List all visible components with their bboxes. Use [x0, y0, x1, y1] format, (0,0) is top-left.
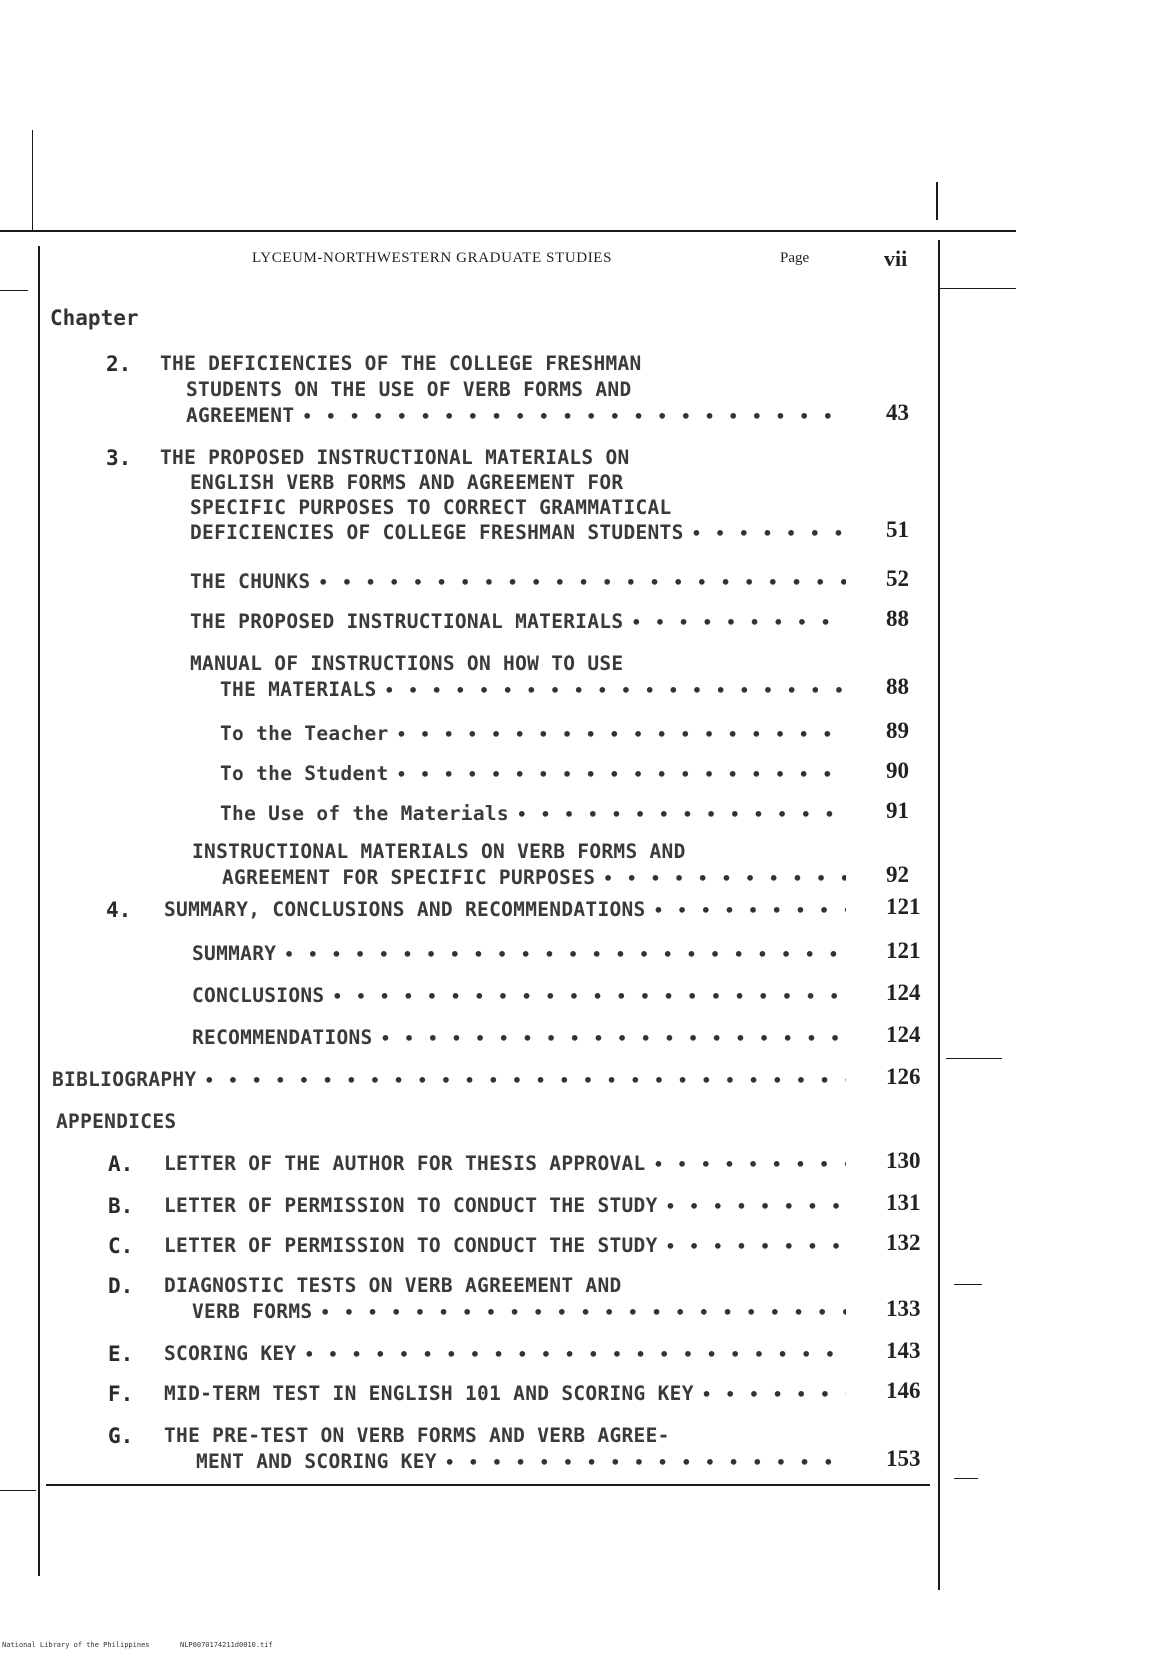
frame-rule-right — [938, 240, 940, 1590]
dot-leader — [320, 1301, 846, 1325]
dot-leader — [666, 1235, 846, 1259]
toc-entry-number: D. — [108, 1274, 134, 1298]
toc-entry-page: 130 — [886, 1148, 921, 1173]
toc-entry-page: 131 — [886, 1190, 921, 1215]
toc-entry-page: 121 — [886, 938, 921, 963]
dot-leader — [332, 985, 846, 1009]
toc-entry-page: 88 — [886, 674, 909, 699]
toc-entry-number: 2. — [106, 352, 132, 376]
dot-leader — [654, 899, 846, 923]
toc-entry-title-line: LETTER OF PERMISSION TO CONDUCT THE STUDY • • • — [164, 1234, 846, 1259]
toc-entry-title-line: APPENDICES — [56, 1110, 177, 1133]
toc-entry-title-line: CONCLUSIONS • • • — [192, 984, 846, 1009]
toc-entry-page: 51 — [886, 517, 909, 542]
toc-entry-page: 92 — [886, 862, 909, 887]
toc-entry-page: 121 — [886, 894, 921, 919]
toc-entry-page: 124 — [886, 1022, 921, 1047]
frame-rule-header-right — [940, 288, 1016, 289]
toc-entry-number: E. — [108, 1342, 134, 1366]
toc-entry-number: 4. — [106, 898, 132, 922]
toc-entry-title-line: To the Student • • • — [220, 762, 846, 787]
toc-entry-number: 3. — [106, 446, 132, 470]
frame-rule-left — [38, 246, 40, 1576]
toc-entry-title-line: VERB FORMS • • • — [192, 1300, 846, 1325]
toc-entry-page: 88 — [886, 606, 909, 631]
toc-entry-title-line: RECOMMENDATIONS • • • — [192, 1026, 846, 1051]
toc-entry-title-line: To the Teacher • • • — [220, 722, 846, 747]
dot-leader — [302, 405, 846, 429]
toc-entry-title-line: THE PROPOSED INSTRUCTIONAL MATERIALS ON — [160, 446, 630, 469]
toc-entry-page: 124 — [886, 980, 921, 1005]
dot-leader — [385, 679, 846, 703]
toc-entry-title-line: LETTER OF PERMISSION TO CONDUCT THE STUDY • • • — [164, 1194, 846, 1219]
frame-rule-left-short — [0, 290, 28, 291]
toc-entry-title-line: ENGLISH VERB FORMS AND AGREEMENT FOR — [190, 471, 624, 494]
toc-entry-title-line: AGREEMENT FOR SPECIFIC PURPOSES • • • — [222, 866, 846, 891]
dot-leader — [445, 1451, 846, 1475]
toc-entry-title-line: SPECIFIC PURPOSES TO CORRECT GRAMMATICAL — [190, 496, 672, 519]
toc-entry-title-line: DIAGNOSTIC TESTS ON VERB AGREEMENT AND — [164, 1274, 622, 1297]
toc-entry-title-line: SCORING KEY • • • — [164, 1342, 846, 1367]
toc-entry-title-line: SUMMARY • • • — [192, 942, 846, 967]
toc-entry-title-line: THE PROPOSED INSTRUCTIONAL MATERIALS • • • — [190, 610, 846, 635]
toc-entry-page: 146 — [886, 1378, 921, 1403]
toc-entry-number: F. — [108, 1382, 134, 1406]
toc-entry-number: C. — [108, 1234, 134, 1258]
toc-entry-title-line: THE PRE-TEST ON VERB FORMS AND VERB AGREE- — [164, 1424, 670, 1447]
university-header: LYCEUM-NORTHWESTERN GRADUATE STUDIES — [252, 250, 613, 266]
dot-leader — [603, 867, 846, 891]
toc-entry-title-line: AGREEMENT • • • — [186, 404, 846, 429]
toc-entry-title-line: STUDENTS ON THE USE OF VERB FORMS AND — [186, 378, 632, 401]
toc-entry-title-line: BIBLIOGRAPHY • • • — [52, 1068, 846, 1093]
toc-entry-page: 91 — [886, 798, 909, 823]
dot-leader — [692, 522, 846, 546]
chapter-heading: Chapter — [50, 306, 139, 330]
margin-tick-2 — [954, 1284, 982, 1285]
toc-entry-page: 133 — [886, 1296, 921, 1321]
dot-leader — [381, 1027, 846, 1051]
page-number: vii — [884, 246, 908, 271]
dot-leader — [702, 1383, 846, 1407]
dot-leader — [654, 1153, 846, 1177]
footer-library-label: National Library of the Philippines — [2, 1641, 150, 1649]
frame-rule-top — [0, 230, 1016, 232]
toc-entry-page: 90 — [886, 758, 909, 783]
margin-tick-1 — [946, 1058, 1002, 1059]
dot-leader — [397, 763, 846, 787]
toc-entry-title-line: INSTRUCTIONAL MATERIALS ON VERB FORMS AND — [192, 840, 686, 863]
toc-entry-page: 132 — [886, 1230, 921, 1255]
toc-entry-page: 52 — [886, 566, 909, 591]
toc-entry-title-line: SUMMARY, CONCLUSIONS AND RECOMMENDATIONS • • • — [164, 898, 846, 923]
toc-entry-title-line: THE DEFICIENCIES OF THE COLLEGE FRESHMAN — [160, 352, 642, 375]
toc-entry-title-line: DEFICIENCIES OF COLLEGE FRESHMAN STUDENTS • • • — [190, 521, 846, 546]
toc-entry-title-line: LETTER OF THE AUTHOR FOR THESIS APPROVAL • • • — [164, 1152, 846, 1177]
footer-file-label: NLP0070174211d0010.tif — [180, 1641, 273, 1649]
toc-entry-title-line: MANUAL OF INSTRUCTIONS ON HOW TO USE — [190, 652, 624, 675]
toc-entry-page: 126 — [886, 1064, 921, 1089]
page-label: Page — [780, 250, 810, 266]
toc-entry-title-line: THE CHUNKS • • • — [190, 570, 846, 595]
scan-rule-left-top — [32, 130, 33, 232]
toc-entry-page: 89 — [886, 718, 909, 743]
dot-leader — [517, 803, 846, 827]
dot-leader — [666, 1195, 846, 1219]
toc-entry-number: A. — [108, 1152, 134, 1176]
toc-entry-page: 143 — [886, 1338, 921, 1363]
dot-leader — [318, 571, 846, 595]
toc-entry-title-line: MENT AND SCORING KEY • • • — [196, 1450, 846, 1475]
toc-entry-number: G. — [108, 1424, 134, 1448]
toc-entry-title-line: THE MATERIALS • • • — [220, 678, 846, 703]
scan-rule-right-top — [936, 182, 938, 220]
dot-leader — [284, 943, 846, 967]
dot-leader — [304, 1343, 846, 1367]
toc-entry-title-line: MID-TERM TEST IN ENGLISH 101 AND SCORING KEY • • • — [164, 1382, 846, 1407]
margin-tick-3 — [954, 1478, 978, 1479]
dot-leader — [204, 1069, 846, 1093]
dot-leader — [631, 611, 846, 635]
toc-entry-number: B. — [108, 1194, 134, 1218]
toc-entry-title-line: The Use of the Materials • • • — [220, 802, 846, 827]
frame-rule-bottom — [46, 1484, 930, 1486]
dot-leader — [397, 723, 846, 747]
toc-entry-page: 153 — [886, 1446, 921, 1471]
toc-entry-page: 43 — [886, 400, 909, 425]
margin-tick-left — [0, 1490, 36, 1491]
